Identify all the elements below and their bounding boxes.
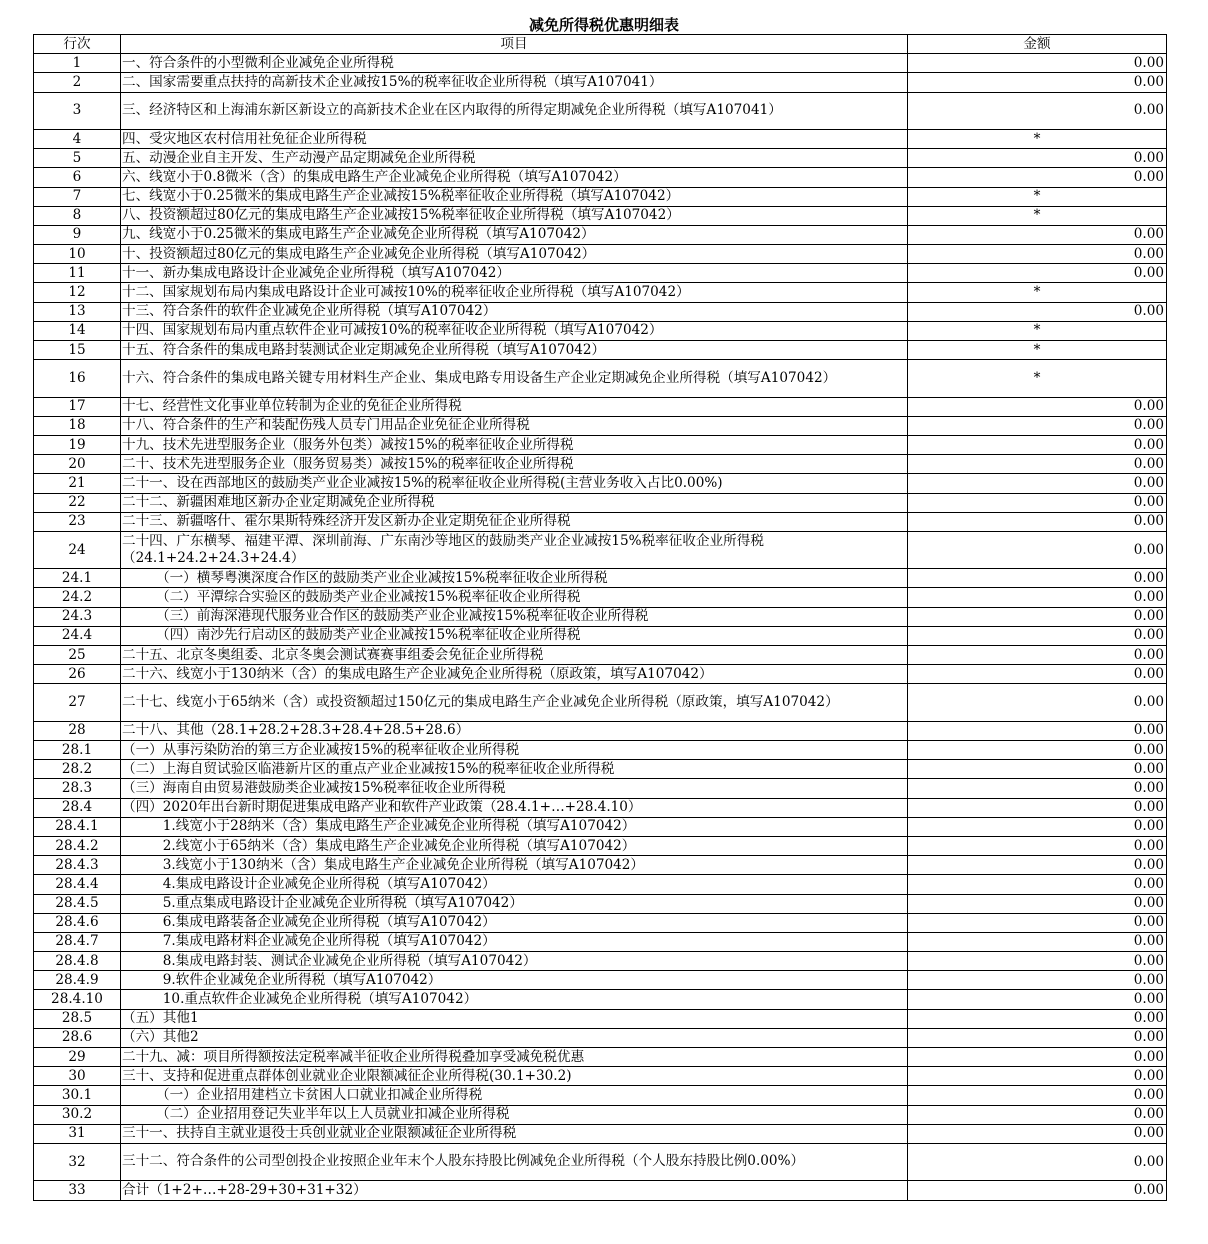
row-item: 十六、符合条件的集成电路关键专用材料生产企业、集成电路专用设备生产企业定期减免企业所得税（填写A107042） <box>121 360 908 397</box>
row-amount: 0.00 <box>908 569 1167 588</box>
row-item: 9.软件企业减免企业所得税（填写A107042） <box>121 971 908 990</box>
table-row <box>34 341 1167 360</box>
table-row <box>34 1086 1167 1105</box>
header-row-number: 行次 <box>34 35 121 54</box>
row-number: 1 <box>34 54 121 73</box>
row-amount: 0.00 <box>908 913 1167 932</box>
table-row <box>34 817 1167 836</box>
table-row <box>34 990 1167 1009</box>
row-amount: 0.00 <box>908 875 1167 894</box>
row-amount: 0.00 <box>908 952 1167 971</box>
table-row <box>34 1105 1167 1124</box>
row-number: 29 <box>34 1048 121 1067</box>
row-number: 8 <box>34 206 121 225</box>
table-row <box>34 665 1167 684</box>
row-number: 7 <box>34 187 121 206</box>
table-row <box>34 952 1167 971</box>
row-amount: 0.00 <box>908 588 1167 607</box>
row-item: 六、线宽小于0.8微米（含）的集成电路生产企业减免企业所得税（填写A107042） <box>121 168 908 187</box>
row-number: 30.1 <box>34 1086 121 1105</box>
row-amount: 0.00 <box>908 245 1167 264</box>
row-item: （六）其他2 <box>121 1028 908 1047</box>
row-number: 24.4 <box>34 626 121 645</box>
row-number: 16 <box>34 360 121 397</box>
row-number: 14 <box>34 321 121 340</box>
row-number: 20 <box>34 455 121 474</box>
row-number: 28.1 <box>34 741 121 760</box>
row-amount: 0.00 <box>908 1028 1167 1047</box>
row-number: 6 <box>34 168 121 187</box>
table-row <box>34 856 1167 875</box>
row-amount: 0.00 <box>908 646 1167 665</box>
table-row <box>34 435 1167 454</box>
row-amount: 0.00 <box>908 990 1167 1009</box>
row-amount: 0.00 <box>908 474 1167 493</box>
row-item: 十八、符合条件的生产和装配伤残人员专门用品企业免征企业所得税 <box>121 416 908 435</box>
row-amount: * <box>908 129 1167 148</box>
row-number: 28.4.4 <box>34 875 121 894</box>
table-row <box>34 397 1167 416</box>
row-number: 9 <box>34 225 121 244</box>
table-row <box>34 474 1167 493</box>
row-item: 三十、支持和促进重点群体创业就业企业限额减征企业所得税(30.1+30.2) <box>121 1067 908 1086</box>
row-amount: * <box>908 321 1167 340</box>
row-amount: 0.00 <box>908 779 1167 798</box>
row-amount: 0.00 <box>908 531 1167 568</box>
table-row <box>34 721 1167 740</box>
row-number: 4 <box>34 129 121 148</box>
row-amount: 0.00 <box>908 225 1167 244</box>
row-item: 7.集成电路材料企业减免企业所得税（填写A107042） <box>121 932 908 951</box>
row-item: 十四、国家规划布局内重点软件企业可减按10%的税率征收企业所得税（填写A107042） <box>121 321 908 340</box>
table-row <box>34 493 1167 512</box>
row-amount: 0.00 <box>908 932 1167 951</box>
row-item: （二）企业招用登记失业半年以上人员就业扣减企业所得税 <box>121 1105 908 1124</box>
table-row <box>34 932 1167 951</box>
table-row <box>34 1181 1167 1200</box>
table-row <box>34 626 1167 645</box>
row-amount: 0.00 <box>908 856 1167 875</box>
row-item: （一）横琴粤澳深度合作区的鼓励类产业企业减按15%税率征收企业所得税 <box>121 569 908 588</box>
row-number: 5 <box>34 149 121 168</box>
row-amount: 0.00 <box>908 493 1167 512</box>
row-number: 28.4.6 <box>34 913 121 932</box>
row-item: 4.集成电路设计企业减免企业所得税（填写A107042） <box>121 875 908 894</box>
row-item: 二十二、新疆困难地区新办企业定期减免企业所得税 <box>121 493 908 512</box>
row-number: 27 <box>34 684 121 721</box>
row-number: 23 <box>34 512 121 531</box>
table-row <box>34 1048 1167 1067</box>
row-amount: 0.00 <box>908 73 1167 92</box>
row-number: 28.4 <box>34 798 121 817</box>
table-row <box>34 264 1167 283</box>
row-item: 二十五、北京冬奥组委、北京冬奥会测试赛赛事组委会免征企业所得税 <box>121 646 908 665</box>
row-item: 三、经济特区和上海浦东新区新设立的高新技术企业在区内取得的所得定期减免企业所得税（填写A107041） <box>121 92 908 129</box>
row-amount: 0.00 <box>908 665 1167 684</box>
row-item: 十一、新办集成电路设计企业减免企业所得税（填写A107042） <box>121 264 908 283</box>
row-amount: 0.00 <box>908 168 1167 187</box>
table-row <box>34 245 1167 264</box>
row-amount: 0.00 <box>908 971 1167 990</box>
row-item: 十五、符合条件的集成电路封装测试企业定期减免企业所得税（填写A107042） <box>121 341 908 360</box>
row-amount: 0.00 <box>908 626 1167 645</box>
row-amount: 0.00 <box>908 684 1167 721</box>
table-row <box>34 971 1167 990</box>
row-amount: 0.00 <box>908 760 1167 779</box>
table-row <box>34 54 1167 73</box>
row-amount: 0.00 <box>908 416 1167 435</box>
row-item: 二十六、线宽小于130纳米（含）的集成电路生产企业减免企业所得税（原政策，填写A107042） <box>121 665 908 684</box>
row-item: （二）平潭综合实验区的鼓励类产业企业减按15%税率征收企业所得税 <box>121 588 908 607</box>
table-row <box>34 455 1167 474</box>
row-number: 28.4.2 <box>34 836 121 855</box>
row-number: 24.2 <box>34 588 121 607</box>
table-row <box>34 512 1167 531</box>
row-item: 三十二、符合条件的公司型创投企业按照企业年末个人股东持股比例减免企业所得税（个人股东持股比例0.00%） <box>121 1143 908 1180</box>
row-number: 26 <box>34 665 121 684</box>
row-item: （五）其他1 <box>121 1009 908 1028</box>
row-item: 四、受灾地区农村信用社免征企业所得税 <box>121 129 908 148</box>
row-item: 合计（1+2+…+28-29+30+31+32） <box>121 1181 908 1200</box>
row-item: （三）海南自由贸易港鼓励类企业减按15%税率征收企业所得税 <box>121 779 908 798</box>
row-amount: * <box>908 283 1167 302</box>
row-item: 二十八、其他（28.1+28.2+28.3+28.4+28.5+28.6） <box>121 721 908 740</box>
row-item: 十三、符合条件的软件企业减免企业所得税（填写A107042） <box>121 302 908 321</box>
row-amount: 0.00 <box>908 1009 1167 1028</box>
table-row <box>34 187 1167 206</box>
row-item: 一、符合条件的小型微利企业减免企业所得税 <box>121 54 908 73</box>
table-row <box>34 283 1167 302</box>
row-item: 十九、技术先进型服务企业（服务外包类）减按15%的税率征收企业所得税 <box>121 435 908 454</box>
row-amount: 0.00 <box>908 512 1167 531</box>
table-row <box>34 360 1167 397</box>
table-row <box>34 875 1167 894</box>
row-amount: 0.00 <box>908 1086 1167 1105</box>
table-row <box>34 607 1167 626</box>
table-header-row <box>34 35 1167 54</box>
row-number: 25 <box>34 646 121 665</box>
row-item: 八、投资额超过80亿元的集成电路生产企业减按15%税率征收企业所得税（填写A107042） <box>121 206 908 225</box>
row-amount: 0.00 <box>908 721 1167 740</box>
table-row <box>34 779 1167 798</box>
table-row <box>34 836 1167 855</box>
row-amount: 0.00 <box>908 1181 1167 1200</box>
tax-reduction-table <box>33 34 1167 1201</box>
row-number: 2 <box>34 73 121 92</box>
row-amount: 0.00 <box>908 741 1167 760</box>
row-amount: 0.00 <box>908 54 1167 73</box>
row-number: 28.4.9 <box>34 971 121 990</box>
row-amount: 0.00 <box>908 798 1167 817</box>
row-amount: 0.00 <box>908 817 1167 836</box>
table-row <box>34 569 1167 588</box>
table-row <box>34 1067 1167 1086</box>
row-amount: 0.00 <box>908 607 1167 626</box>
row-number: 28.4.10 <box>34 990 121 1009</box>
table-row <box>34 321 1167 340</box>
page-title: 减免所得税优惠明细表 <box>528 16 679 34</box>
row-item: （三）前海深港现代服务业合作区的鼓励类产业企业减按15%税率征收企业所得税 <box>121 607 908 626</box>
row-number: 28.5 <box>34 1009 121 1028</box>
table-row <box>34 1009 1167 1028</box>
row-item: 二十四、广东横琴、福建平潭、深圳前海、广东南沙等地区的鼓励类产业企业减按15%税率征收企业所得税（24.1+24.2+24.3+24.4） <box>121 531 908 568</box>
row-amount: * <box>908 206 1167 225</box>
row-amount: 0.00 <box>908 435 1167 454</box>
table-row <box>34 129 1167 148</box>
row-item: 3.线宽小于130纳米（含）集成电路生产企业减免企业所得税（填写A107042） <box>121 856 908 875</box>
row-number: 13 <box>34 302 121 321</box>
row-number: 28.3 <box>34 779 121 798</box>
row-number: 28.2 <box>34 760 121 779</box>
row-amount: 0.00 <box>908 455 1167 474</box>
row-amount: 0.00 <box>908 92 1167 129</box>
row-item: 二、国家需要重点扶持的高新技术企业减按15%的税率征收企业所得税（填写A107041） <box>121 73 908 92</box>
row-item: 二十三、新疆喀什、霍尔果斯特殊经济开发区新办企业定期免征企业所得税 <box>121 512 908 531</box>
header-item: 项目 <box>121 35 908 54</box>
row-number: 28.4.1 <box>34 817 121 836</box>
row-amount: 0.00 <box>908 1143 1167 1180</box>
table-row <box>34 684 1167 721</box>
table-row <box>34 1028 1167 1047</box>
row-number: 30 <box>34 1067 121 1086</box>
row-item: 10.重点软件企业减免企业所得税（填写A107042） <box>121 990 908 1009</box>
row-amount: 0.00 <box>908 302 1167 321</box>
row-amount: 0.00 <box>908 1067 1167 1086</box>
table-body <box>34 54 1167 1200</box>
row-item: 十七、经营性文化事业单位转制为企业的免征企业所得税 <box>121 397 908 416</box>
row-item: 五、动漫企业自主开发、生产动漫产品定期减免企业所得税 <box>121 149 908 168</box>
row-amount: * <box>908 360 1167 397</box>
row-number: 28.4.3 <box>34 856 121 875</box>
row-amount: * <box>908 341 1167 360</box>
row-number: 11 <box>34 264 121 283</box>
row-number: 15 <box>34 341 121 360</box>
table-row <box>34 416 1167 435</box>
row-number: 10 <box>34 245 121 264</box>
table-row <box>34 531 1167 568</box>
row-number: 18 <box>34 416 121 435</box>
row-item: （一）从事污染防治的第三方企业减按15%的税率征收企业所得税 <box>121 741 908 760</box>
table-row <box>34 1143 1167 1180</box>
row-number: 28.6 <box>34 1028 121 1047</box>
row-number: 24.1 <box>34 569 121 588</box>
row-amount: 0.00 <box>908 149 1167 168</box>
row-item: 二十九、减：项目所得额按法定税率减半征收企业所得税叠加享受减免税优惠 <box>121 1048 908 1067</box>
row-number: 30.2 <box>34 1105 121 1124</box>
row-item: 三十一、扶持自主就业退役士兵创业就业企业限额减征企业所得税 <box>121 1124 908 1143</box>
row-amount: * <box>908 187 1167 206</box>
row-number: 28 <box>34 721 121 740</box>
table-row <box>34 760 1167 779</box>
table-row <box>34 913 1167 932</box>
table-row <box>34 149 1167 168</box>
header-amount: 金额 <box>908 35 1167 54</box>
row-item: 七、线宽小于0.25微米的集成电路生产企业减按15%税率征收企业所得税（填写A107042） <box>121 187 908 206</box>
row-item: 十、投资额超过80亿元的集成电路生产企业减免企业所得税（填写A107042） <box>121 245 908 264</box>
table-row <box>34 168 1167 187</box>
row-item: （四）南沙先行启动区的鼓励类产业企业减按15%税率征收企业所得税 <box>121 626 908 645</box>
row-number: 3 <box>34 92 121 129</box>
table-row <box>34 206 1167 225</box>
row-item: （二）上海自贸试验区临港新片区的重点产业企业减按15%的税率征收企业所得税 <box>121 760 908 779</box>
row-number: 19 <box>34 435 121 454</box>
row-number: 33 <box>34 1181 121 1200</box>
row-item: 二十七、线宽小于65纳米（含）或投资额超过150亿元的集成电路生产企业减免企业所得税（原政策，填写A107042） <box>121 684 908 721</box>
row-number: 32 <box>34 1143 121 1180</box>
row-number: 28.4.5 <box>34 894 121 913</box>
table-row <box>34 302 1167 321</box>
row-item: 九、线宽小于0.25微米的集成电路生产企业减免企业所得税（填写A107042） <box>121 225 908 244</box>
row-item: 二十、技术先进型服务企业（服务贸易类）减按15%的税率征收企业所得税 <box>121 455 908 474</box>
row-item: （一）企业招用建档立卡贫困人口就业扣减企业所得税 <box>121 1086 908 1105</box>
row-number: 12 <box>34 283 121 302</box>
row-amount: 0.00 <box>908 1124 1167 1143</box>
table-row <box>34 588 1167 607</box>
row-amount: 0.00 <box>908 1105 1167 1124</box>
row-item: 2.线宽小于65纳米（含）集成电路生产企业减免企业所得税（填写A107042） <box>121 836 908 855</box>
row-number: 28.4.7 <box>34 932 121 951</box>
row-number: 17 <box>34 397 121 416</box>
row-item: 1.线宽小于28纳米（含）集成电路生产企业减免企业所得税（填写A107042） <box>121 817 908 836</box>
row-item: 二十一、设在西部地区的鼓励类产业企业减按15%的税率征收企业所得税(主营业务收入占比0.00%) <box>121 474 908 493</box>
row-amount: 0.00 <box>908 264 1167 283</box>
table-row <box>34 894 1167 913</box>
row-amount: 0.00 <box>908 836 1167 855</box>
table-row <box>34 73 1167 92</box>
row-number: 21 <box>34 474 121 493</box>
row-number: 28.4.8 <box>34 952 121 971</box>
table-row <box>34 798 1167 817</box>
row-number: 31 <box>34 1124 121 1143</box>
table-row <box>34 1124 1167 1143</box>
row-amount: 0.00 <box>908 894 1167 913</box>
row-amount: 0.00 <box>908 397 1167 416</box>
row-amount: 0.00 <box>908 1048 1167 1067</box>
row-number: 24 <box>34 531 121 568</box>
table-row <box>34 225 1167 244</box>
row-item: 十二、国家规划布局内集成电路设计企业可减按10%的税率征收企业所得税（填写A107042） <box>121 283 908 302</box>
table-row <box>34 646 1167 665</box>
table-row <box>34 741 1167 760</box>
row-item: 8.集成电路封装、测试企业减免企业所得税（填写A107042） <box>121 952 908 971</box>
row-item: 5.重点集成电路设计企业减免企业所得税（填写A107042） <box>121 894 908 913</box>
row-number: 22 <box>34 493 121 512</box>
row-item: 6.集成电路装备企业减免企业所得税（填写A107042） <box>121 913 908 932</box>
row-number: 24.3 <box>34 607 121 626</box>
table-row <box>34 92 1167 129</box>
row-item: （四）2020年出台新时期促进集成电路产业和软件产业政策（28.4.1+…+28.4.10） <box>121 798 908 817</box>
